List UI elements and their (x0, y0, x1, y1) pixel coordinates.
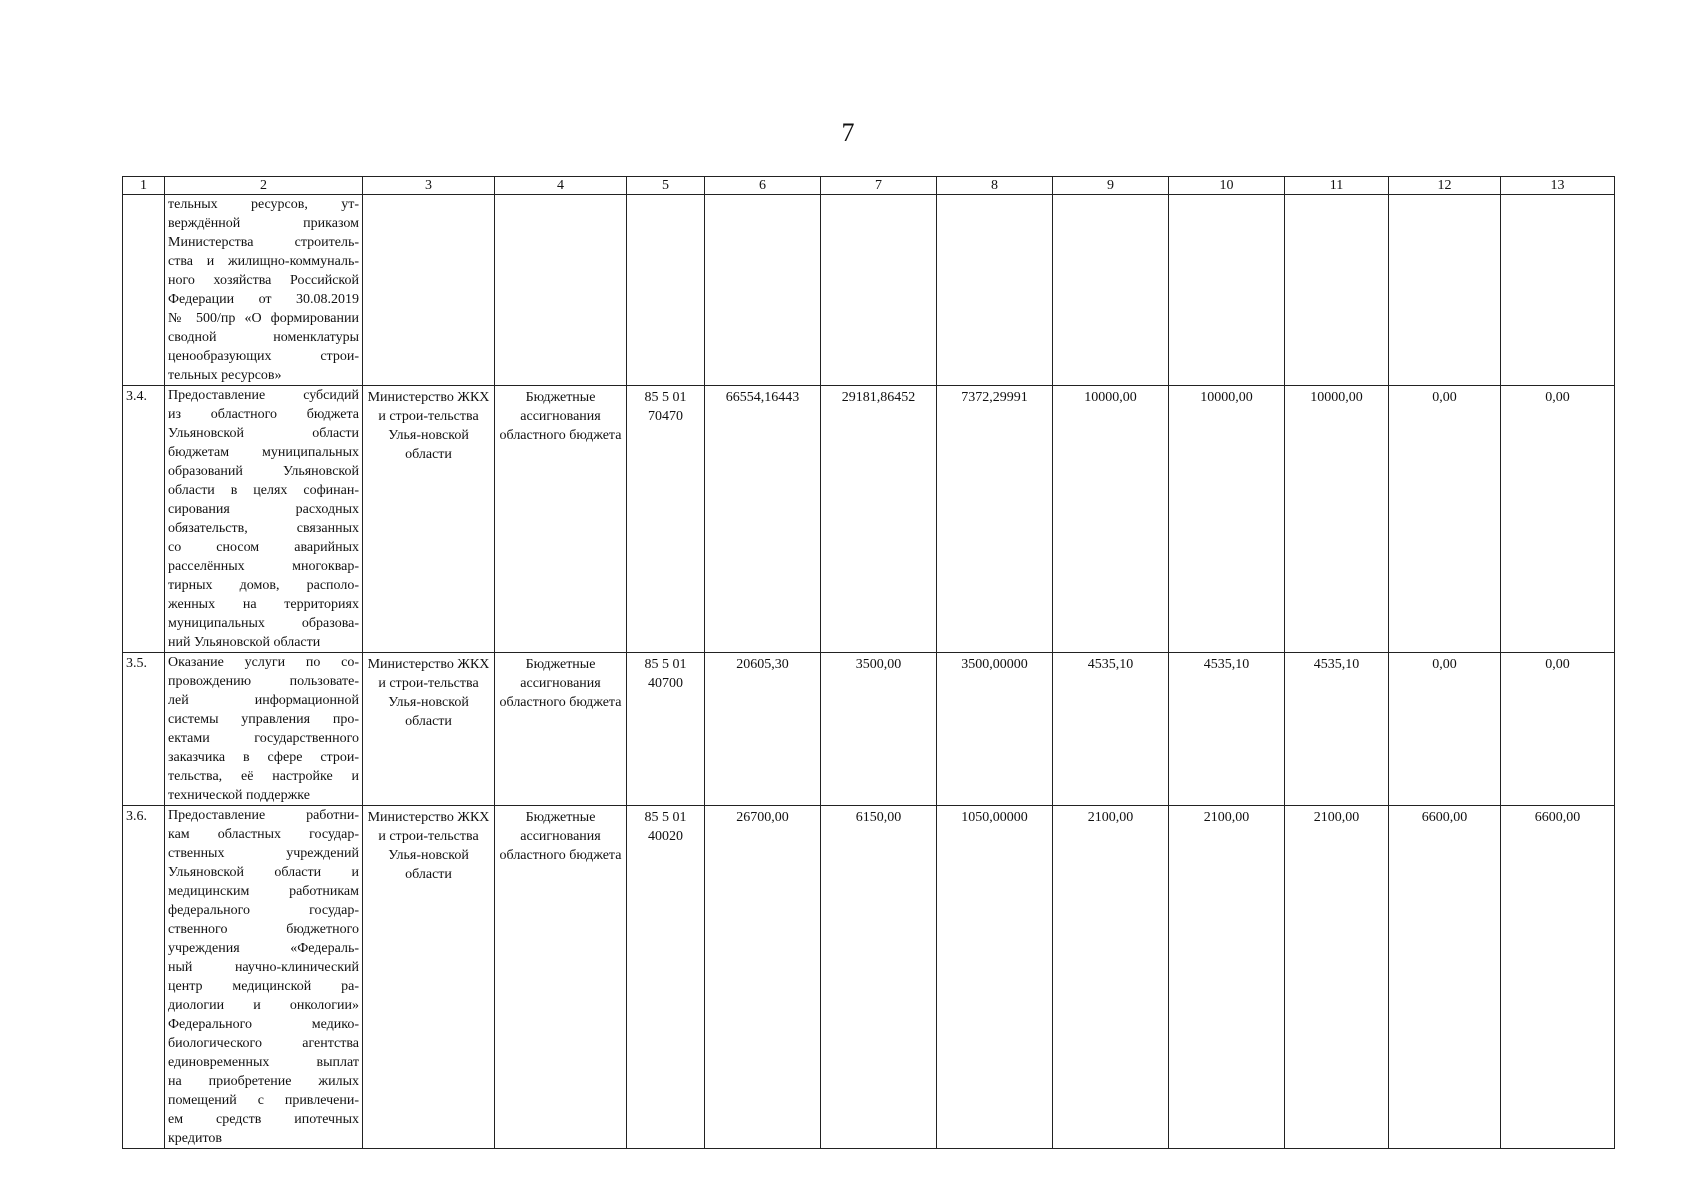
funding-value-col-7 (821, 195, 937, 386)
funding-value-col-9 (1053, 195, 1169, 386)
column-number-11: 11 (1285, 177, 1389, 195)
description-line: ного хозяйства Российской (168, 273, 359, 288)
description-line: тельных ресурсов» (168, 368, 282, 383)
funding-value-col-6: 20605,30 (705, 653, 821, 806)
column-number-5: 5 (627, 177, 705, 195)
funding-value-col-13 (1501, 195, 1615, 386)
description-line: Министерства строитель- (168, 235, 359, 250)
description-line: кам областных государ- (168, 827, 359, 842)
activity-description (165, 653, 363, 806)
funding-value-col-8: 1050,00000 (937, 806, 1053, 1149)
responsible-executor: Министерство ЖКХ и строи-тельства Улья-новской области (363, 653, 495, 806)
funding-value-col-11: 4535,10 (1285, 653, 1389, 806)
column-number-3: 3 (363, 177, 495, 195)
description-line: женных на территориях (168, 597, 359, 612)
description-line: Оказание услуги по со- (168, 655, 359, 670)
column-number-row (123, 177, 1615, 195)
column-number-6: 6 (705, 177, 821, 195)
description-line: тирных домов, располо- (168, 578, 359, 593)
activity-description (165, 195, 363, 386)
funding-value-col-8 (937, 195, 1053, 386)
column-number-13: 13 (1501, 177, 1615, 195)
description-line: диологии и онкологии» (168, 998, 359, 1013)
funding-value-col-8: 7372,29991 (937, 386, 1053, 653)
column-number-4: 4 (495, 177, 627, 195)
description-line: ства и жилищно-коммуналь- (168, 254, 359, 269)
description-line: лей информационной (168, 693, 359, 708)
funding-value-col-10: 4535,10 (1169, 653, 1285, 806)
description-line: кредитов (168, 1131, 222, 1146)
description-line: Федерального медико- (168, 1017, 359, 1032)
activity-description (165, 806, 363, 1149)
funding-value-col-13: 0,00 (1501, 386, 1615, 653)
description-line: федерального государ- (168, 903, 359, 918)
row-number: 3.4. (123, 386, 165, 653)
description-line: учреждения «Федераль- (168, 941, 359, 956)
funding-value-col-13: 0,00 (1501, 653, 1615, 806)
funding-value-col-10: 2100,00 (1169, 806, 1285, 1149)
description-line: тельных ресурсов, ут- (168, 197, 359, 212)
funding-value-col-12: 6600,00 (1389, 806, 1501, 1149)
responsible-executor: Министерство ЖКХ и строи-тельства Улья-новской области (363, 386, 495, 653)
funding-value-col-6: 26700,00 (705, 806, 821, 1149)
budget-code: 85 5 01 40020 (627, 806, 705, 1149)
description-line: ектами государственного (168, 731, 359, 746)
description-line: на приобретение жилых (168, 1074, 359, 1089)
funding-value-col-11 (1285, 195, 1389, 386)
row-number (123, 195, 165, 386)
description-line: Ульяновской области и (168, 865, 359, 880)
description-line: Федерации от 30.08.2019 (168, 292, 359, 307)
responsible-executor: Министерство ЖКХ и строи-тельства Улья-новской области (363, 806, 495, 1149)
column-number-2: 2 (165, 177, 363, 195)
description-line: ный научно-клинический (168, 960, 359, 975)
budget-code (627, 195, 705, 386)
funding-value-col-11: 2100,00 (1285, 806, 1389, 1149)
description-line: медицинским работникам (168, 884, 359, 899)
funding-value-col-6 (705, 195, 821, 386)
column-number-12: 12 (1389, 177, 1501, 195)
description-line: технической поддержке (168, 788, 310, 803)
responsible-executor (363, 195, 495, 386)
funding-value-col-6: 66554,16443 (705, 386, 821, 653)
description-line: области в целях софинан- (168, 483, 359, 498)
funding-source (495, 195, 627, 386)
funding-value-col-8: 3500,00000 (937, 653, 1053, 806)
description-line: единовременных выплат (168, 1055, 359, 1070)
page-number: 7 (841, 118, 855, 147)
description-line: образований Ульяновской (168, 464, 359, 479)
budget-code: 85 5 01 40700 (627, 653, 705, 806)
description-line: ственного бюджетного (168, 922, 359, 937)
column-number-1: 1 (123, 177, 165, 195)
description-line: верждённой приказом (168, 216, 359, 231)
description-line: Предоставление субсидий (168, 388, 359, 403)
budget-table (122, 176, 1615, 1149)
row-number: 3.6. (123, 806, 165, 1149)
description-line: ценообразующих строи- (168, 349, 359, 364)
description-line: сирования расходных (168, 502, 359, 517)
description-line: муниципальных образова- (168, 616, 359, 631)
description-line: ний Ульяновской области (168, 635, 321, 650)
description-line: сводной номенклатуры (168, 330, 359, 345)
description-line: ем средств ипотечных (168, 1112, 359, 1127)
activity-description (165, 386, 363, 653)
table-row (123, 806, 1615, 1149)
column-number-7: 7 (821, 177, 937, 195)
funding-value-col-9: 10000,00 (1053, 386, 1169, 653)
description-line: Предоставление работни- (168, 808, 359, 823)
funding-value-col-10: 10000,00 (1169, 386, 1285, 653)
table-row (123, 653, 1615, 806)
table-body (123, 195, 1615, 1149)
description-line: провождению пользовате- (168, 674, 359, 689)
table-row (123, 386, 1615, 653)
description-line: обязательств, связанных (168, 521, 359, 536)
funding-source: Бюджетные ассигнования областного бюджета (495, 806, 627, 1149)
description-line: помещений с привлечени- (168, 1093, 359, 1108)
description-line: со сносом аварийных (168, 540, 359, 555)
funding-value-col-12 (1389, 195, 1501, 386)
row-number: 3.5. (123, 653, 165, 806)
funding-value-col-12: 0,00 (1389, 386, 1501, 653)
column-number-10: 10 (1169, 177, 1285, 195)
funding-value-col-10 (1169, 195, 1285, 386)
description-line: расселённых многоквар- (168, 559, 359, 574)
funding-value-col-7: 3500,00 (821, 653, 937, 806)
description-line: центр медицинской ра- (168, 979, 359, 994)
funding-value-col-12: 0,00 (1389, 653, 1501, 806)
budget-table-container (122, 176, 1614, 1149)
budget-code: 85 5 01 70470 (627, 386, 705, 653)
funding-value-col-9: 2100,00 (1053, 806, 1169, 1149)
funding-value-col-9: 4535,10 (1053, 653, 1169, 806)
funding-value-col-7: 6150,00 (821, 806, 937, 1149)
description-line: бюджетам муниципальных (168, 445, 359, 460)
table-row (123, 195, 1615, 386)
description-line: ственных учреждений (168, 846, 359, 861)
description-line: системы управления про- (168, 712, 359, 727)
description-line: тельства, её настройке и (168, 769, 359, 784)
description-line: заказчика в сфере строи- (168, 750, 359, 765)
description-line: биологического агентства (168, 1036, 359, 1051)
description-line: № 500/пр «О формировании (168, 311, 359, 326)
column-number-9: 9 (1053, 177, 1169, 195)
description-line: Ульяновской области (168, 426, 359, 441)
description-line: из областного бюджета (168, 407, 359, 422)
column-number-8: 8 (937, 177, 1053, 195)
funding-value-col-7: 29181,86452 (821, 386, 937, 653)
funding-value-col-11: 10000,00 (1285, 386, 1389, 653)
funding-source: Бюджетные ассигнования областного бюджета (495, 386, 627, 653)
funding-source: Бюджетные ассигнования областного бюджета (495, 653, 627, 806)
funding-value-col-13: 6600,00 (1501, 806, 1615, 1149)
